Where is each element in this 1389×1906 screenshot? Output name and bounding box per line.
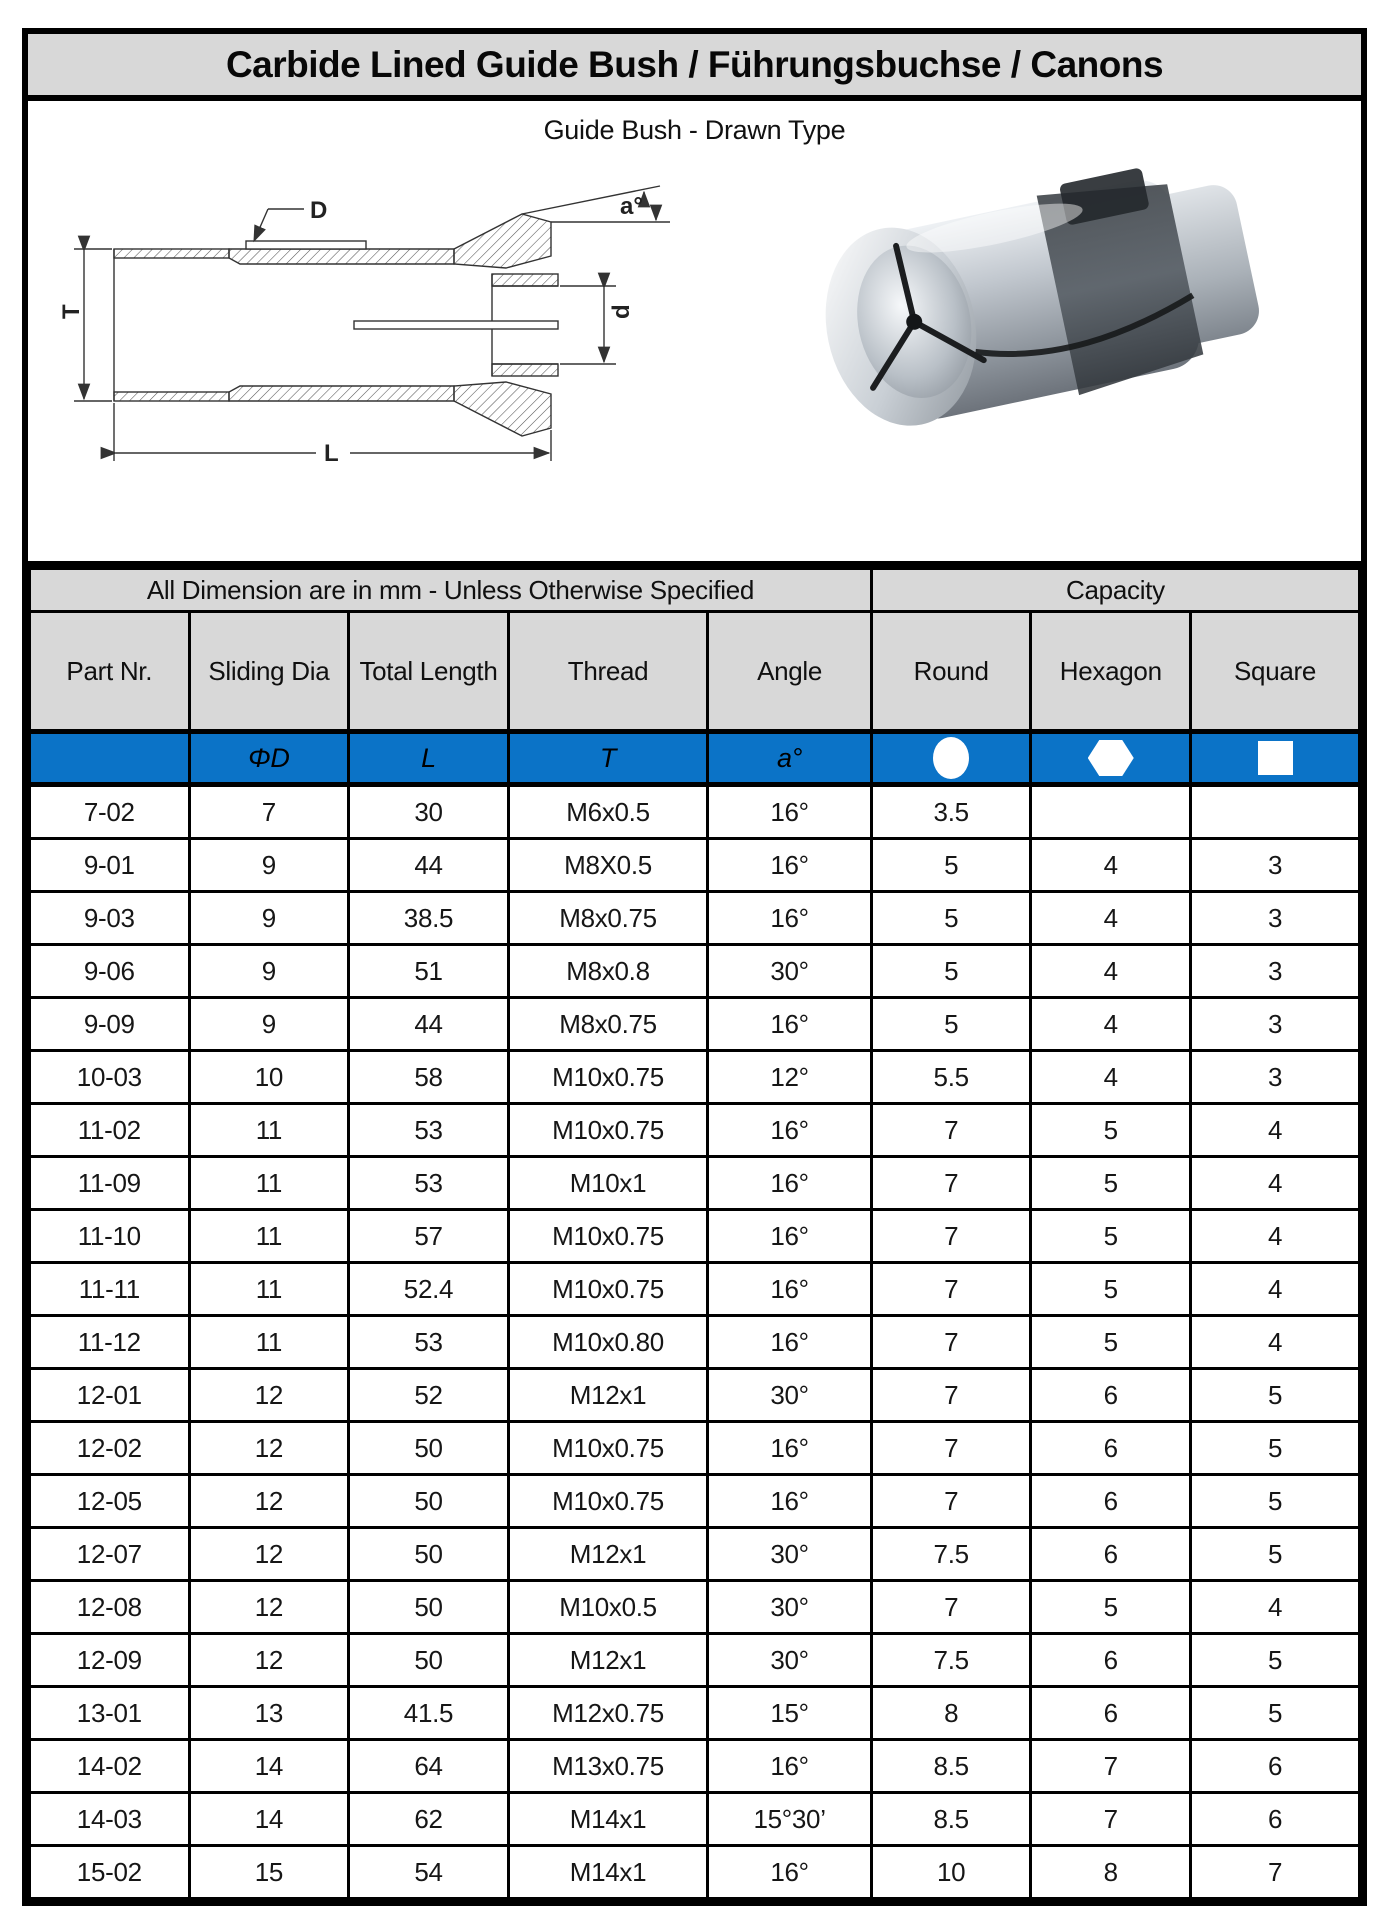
cell-square: 5 [1191, 1687, 1360, 1740]
cell-part-nr: 11-09 [30, 1157, 190, 1210]
cell-square: 4 [1191, 1263, 1360, 1316]
table-row [30, 945, 1360, 998]
cell-part-nr: 11-12 [30, 1316, 190, 1369]
table-row [30, 1157, 1360, 1210]
cell-sliding-dia: 12 [189, 1581, 349, 1634]
cell-angle: 30° [708, 1528, 872, 1581]
cell-round: 7 [871, 1210, 1031, 1263]
col-header-angle: Angle [708, 612, 872, 732]
cell-square: 7 [1191, 1846, 1360, 1899]
cell-thread: M12x1 [508, 1369, 708, 1422]
dimensions-note-header: All Dimension are in mm - Unless Otherwise Specified [30, 569, 872, 612]
cell-part-nr: 12-07 [30, 1528, 190, 1581]
cell-part-nr: 9-09 [30, 998, 190, 1051]
cell-total-length: 41.5 [349, 1687, 509, 1740]
cell-square: 3 [1191, 839, 1360, 892]
cell-square [1191, 785, 1360, 839]
cell-round: 7 [871, 1316, 1031, 1369]
cell-square: 5 [1191, 1422, 1360, 1475]
cell-sliding-dia: 9 [189, 892, 349, 945]
cell-part-nr: 12-05 [30, 1475, 190, 1528]
cell-total-length: 54 [349, 1846, 509, 1899]
cell-part-nr: 14-02 [30, 1740, 190, 1793]
cell-total-length: 53 [349, 1104, 509, 1157]
cell-square: 3 [1191, 998, 1360, 1051]
cell-total-length: 38.5 [349, 892, 509, 945]
cell-part-nr: 11-10 [30, 1210, 190, 1263]
cell-angle: 16° [708, 1210, 872, 1263]
cell-thread: M10x1 [508, 1157, 708, 1210]
cell-round: 5 [871, 998, 1031, 1051]
cell-total-length: 53 [349, 1157, 509, 1210]
cell-round: 8 [871, 1687, 1031, 1740]
symbol-thread: T [508, 732, 708, 785]
cell-total-length: 44 [349, 839, 509, 892]
cell-hexagon: 8 [1031, 1846, 1191, 1899]
cell-square: 3 [1191, 892, 1360, 945]
cell-round: 7.5 [871, 1528, 1031, 1581]
cell-round: 8.5 [871, 1793, 1031, 1846]
cell-round: 7 [871, 1157, 1031, 1210]
cell-angle: 16° [708, 1263, 872, 1316]
cell-sliding-dia: 12 [189, 1634, 349, 1687]
cell-angle: 15° [708, 1687, 872, 1740]
cell-part-nr: 9-03 [30, 892, 190, 945]
circle-icon [933, 737, 969, 779]
table-row [30, 1263, 1360, 1316]
cell-hexagon: 5 [1031, 1581, 1191, 1634]
cell-thread: M10x0.80 [508, 1316, 708, 1369]
cell-round: 3.5 [871, 785, 1031, 839]
symbol-hexagon [1031, 732, 1191, 785]
symbol-round [871, 732, 1031, 785]
cell-sliding-dia: 11 [189, 1316, 349, 1369]
symbol-angle: a° [708, 732, 872, 785]
cell-sliding-dia: 14 [189, 1740, 349, 1793]
cell-part-nr: 11-11 [30, 1263, 190, 1316]
table-row [30, 785, 1360, 839]
cell-round: 7 [871, 1422, 1031, 1475]
title-bar [28, 34, 1361, 101]
cell-total-length: 51 [349, 945, 509, 998]
cell-hexagon: 6 [1031, 1528, 1191, 1581]
cell-part-nr: 13-01 [30, 1687, 190, 1740]
cell-round: 7 [871, 1475, 1031, 1528]
cell-hexagon: 5 [1031, 1263, 1191, 1316]
figure-section [28, 101, 1361, 567]
table-row [30, 1422, 1360, 1475]
cell-sliding-dia: 12 [189, 1422, 349, 1475]
cell-angle: 16° [708, 1475, 872, 1528]
cell-thread: M8x0.8 [508, 945, 708, 998]
table-row [30, 998, 1360, 1051]
cell-thread: M12x1 [508, 1634, 708, 1687]
cell-thread: M14x1 [508, 1846, 708, 1899]
cell-square: 4 [1191, 1157, 1360, 1210]
cell-part-nr: 12-02 [30, 1422, 190, 1475]
cell-thread: M12x0.75 [508, 1687, 708, 1740]
cell-square: 4 [1191, 1210, 1360, 1263]
table-row [30, 1528, 1360, 1581]
cell-sliding-dia: 9 [189, 945, 349, 998]
table-row [30, 1634, 1360, 1687]
symbol-total-length: L [349, 732, 509, 785]
cell-part-nr: 9-06 [30, 945, 190, 998]
symbol-sliding-dia: ΦD [189, 732, 349, 785]
cell-sliding-dia: 11 [189, 1210, 349, 1263]
cell-total-length: 58 [349, 1051, 509, 1104]
square-icon [1258, 741, 1293, 775]
cell-angle: 30° [708, 1581, 872, 1634]
cell-square: 6 [1191, 1793, 1360, 1846]
cell-thread: M10x0.75 [508, 1051, 708, 1104]
cell-total-length: 50 [349, 1475, 509, 1528]
cell-sliding-dia: 11 [189, 1104, 349, 1157]
cell-thread: M6x0.5 [508, 785, 708, 839]
cell-hexagon: 6 [1031, 1687, 1191, 1740]
cell-square: 6 [1191, 1740, 1360, 1793]
cell-total-length: 50 [349, 1422, 509, 1475]
cell-square: 4 [1191, 1104, 1360, 1157]
table-row [30, 1687, 1360, 1740]
cell-angle: 16° [708, 1846, 872, 1899]
cell-round: 5 [871, 839, 1031, 892]
cell-angle: 16° [708, 998, 872, 1051]
dimension-label-angle: a° [620, 193, 643, 220]
cell-square: 4 [1191, 1316, 1360, 1369]
cell-total-length: 50 [349, 1634, 509, 1687]
cell-angle: 16° [708, 1740, 872, 1793]
cell-round: 7 [871, 1104, 1031, 1157]
cell-thread: M8x0.75 [508, 892, 708, 945]
symbol-row [30, 732, 1360, 785]
dimension-label-bore-dia: d [608, 304, 635, 319]
table-row [30, 1740, 1360, 1793]
datasheet-frame [22, 28, 1367, 1906]
cell-round: 5.5 [871, 1051, 1031, 1104]
cell-sliding-dia: 9 [189, 998, 349, 1051]
cell-part-nr: 12-08 [30, 1581, 190, 1634]
table-body [30, 785, 1360, 1899]
cell-square: 4 [1191, 1581, 1360, 1634]
table-row [30, 839, 1360, 892]
cell-thread: M10x0.5 [508, 1581, 708, 1634]
cell-sliding-dia: 9 [189, 839, 349, 892]
cell-square: 5 [1191, 1528, 1360, 1581]
technical-drawing [54, 169, 694, 479]
cell-hexagon: 6 [1031, 1475, 1191, 1528]
cell-hexagon [1031, 785, 1191, 839]
cell-part-nr: 15-02 [30, 1846, 190, 1899]
cell-hexagon: 6 [1031, 1634, 1191, 1687]
col-header-hexagon: Hexagon [1031, 612, 1191, 732]
cell-angle: 16° [708, 785, 872, 839]
cell-sliding-dia: 12 [189, 1528, 349, 1581]
hexagon-icon [1088, 740, 1134, 776]
cell-angle: 16° [708, 1104, 872, 1157]
cell-thread: M10x0.75 [508, 1263, 708, 1316]
col-header-thread: Thread [508, 612, 708, 732]
cell-hexagon: 5 [1031, 1316, 1191, 1369]
cell-hexagon: 7 [1031, 1740, 1191, 1793]
cell-hexagon: 5 [1031, 1210, 1191, 1263]
dimension-label-outer-dia: D [310, 197, 328, 224]
cell-square: 3 [1191, 945, 1360, 998]
cell-square: 5 [1191, 1475, 1360, 1528]
cell-part-nr: 12-09 [30, 1634, 190, 1687]
cell-total-length: 44 [349, 998, 509, 1051]
cell-hexagon: 5 [1031, 1104, 1191, 1157]
cell-hexagon: 4 [1031, 892, 1191, 945]
symbol-part-empty [30, 732, 190, 785]
cell-sliding-dia: 15 [189, 1846, 349, 1899]
col-header-part-nr: Part Nr. [30, 612, 190, 732]
cell-total-length: 30 [349, 785, 509, 839]
cell-angle: 16° [708, 839, 872, 892]
table-row [30, 1210, 1360, 1263]
cell-angle: 16° [708, 1316, 872, 1369]
cell-total-length: 50 [349, 1581, 509, 1634]
table-row [30, 1104, 1360, 1157]
cell-angle: 16° [708, 1157, 872, 1210]
table-row [30, 1051, 1360, 1104]
cell-square: 5 [1191, 1634, 1360, 1687]
cell-thread: M8X0.5 [508, 839, 708, 892]
capacity-header: Capacity [871, 569, 1359, 612]
cell-thread: M10x0.75 [508, 1422, 708, 1475]
cell-hexagon: 4 [1031, 1051, 1191, 1104]
cell-angle: 16° [708, 892, 872, 945]
col-header-square: Square [1191, 612, 1360, 732]
cell-thread: M10x0.75 [508, 1475, 708, 1528]
cell-sliding-dia: 12 [189, 1369, 349, 1422]
table-row [30, 1369, 1360, 1422]
cell-hexagon: 4 [1031, 998, 1191, 1051]
cell-square: 5 [1191, 1369, 1360, 1422]
cell-thread: M10x0.75 [508, 1104, 708, 1157]
page-title: Carbide Lined Guide Bush / Führungsbuchse / Canons [225, 43, 1164, 85]
dimension-label-length: L [324, 440, 339, 467]
cell-part-nr: 7-02 [30, 785, 190, 839]
cell-total-length: 64 [349, 1740, 509, 1793]
spec-table [28, 567, 1361, 1900]
symbol-square [1191, 732, 1360, 785]
cell-hexagon: 4 [1031, 945, 1191, 998]
table-row [30, 1846, 1360, 1899]
cell-total-length: 57 [349, 1210, 509, 1263]
cell-square: 3 [1191, 1051, 1360, 1104]
table-row [30, 1475, 1360, 1528]
table-row [30, 1316, 1360, 1369]
cell-thread: M14x1 [508, 1793, 708, 1846]
figure-subtitle: Guide Bush - Drawn Type [543, 115, 846, 145]
cell-angle: 30° [708, 945, 872, 998]
cell-round: 5 [871, 945, 1031, 998]
cell-sliding-dia: 14 [189, 1793, 349, 1846]
cell-hexagon: 6 [1031, 1369, 1191, 1422]
cell-hexagon: 4 [1031, 839, 1191, 892]
cell-angle: 15°30’ [708, 1793, 872, 1846]
col-header-round: Round [871, 612, 1031, 732]
cell-total-length: 52 [349, 1369, 509, 1422]
cell-round: 7 [871, 1263, 1031, 1316]
col-header-total-length: Total Length [349, 612, 509, 732]
cell-hexagon: 7 [1031, 1793, 1191, 1846]
cell-thread: M13x0.75 [508, 1740, 708, 1793]
cell-thread: M12x1 [508, 1528, 708, 1581]
table-row [30, 1581, 1360, 1634]
table-row [30, 892, 1360, 945]
cell-total-length: 52.4 [349, 1263, 509, 1316]
cell-sliding-dia: 10 [189, 1051, 349, 1104]
cell-sliding-dia: 11 [189, 1157, 349, 1210]
dimension-label-shank-dia: T [58, 304, 85, 319]
table-row [30, 1793, 1360, 1846]
cell-total-length: 62 [349, 1793, 509, 1846]
cell-part-nr: 11-02 [30, 1104, 190, 1157]
column-header-row [30, 612, 1360, 732]
cell-round: 10 [871, 1846, 1031, 1899]
cell-part-nr: 12-01 [30, 1369, 190, 1422]
cell-hexagon: 6 [1031, 1422, 1191, 1475]
cell-total-length: 50 [349, 1528, 509, 1581]
cell-thread: M10x0.75 [508, 1210, 708, 1263]
cell-part-nr: 14-03 [30, 1793, 190, 1846]
band-row [30, 569, 1360, 612]
cell-sliding-dia: 13 [189, 1687, 349, 1740]
cell-round: 7 [871, 1581, 1031, 1634]
cell-round: 7 [871, 1369, 1031, 1422]
cell-part-nr: 10-03 [30, 1051, 190, 1104]
cell-sliding-dia: 12 [189, 1475, 349, 1528]
cell-sliding-dia: 7 [189, 785, 349, 839]
cell-hexagon: 5 [1031, 1157, 1191, 1210]
cell-total-length: 53 [349, 1316, 509, 1369]
cell-angle: 12° [708, 1051, 872, 1104]
cell-angle: 30° [708, 1369, 872, 1422]
cell-sliding-dia: 11 [189, 1263, 349, 1316]
cell-round: 8.5 [871, 1740, 1031, 1793]
cell-round: 5 [871, 892, 1031, 945]
cell-angle: 16° [708, 1422, 872, 1475]
col-header-sliding-dia: Sliding Dia [189, 612, 349, 732]
product-photo [763, 129, 1303, 499]
cell-thread: M8x0.75 [508, 998, 708, 1051]
cell-angle: 30° [708, 1634, 872, 1687]
cell-round: 7.5 [871, 1634, 1031, 1687]
cell-part-nr: 9-01 [30, 839, 190, 892]
